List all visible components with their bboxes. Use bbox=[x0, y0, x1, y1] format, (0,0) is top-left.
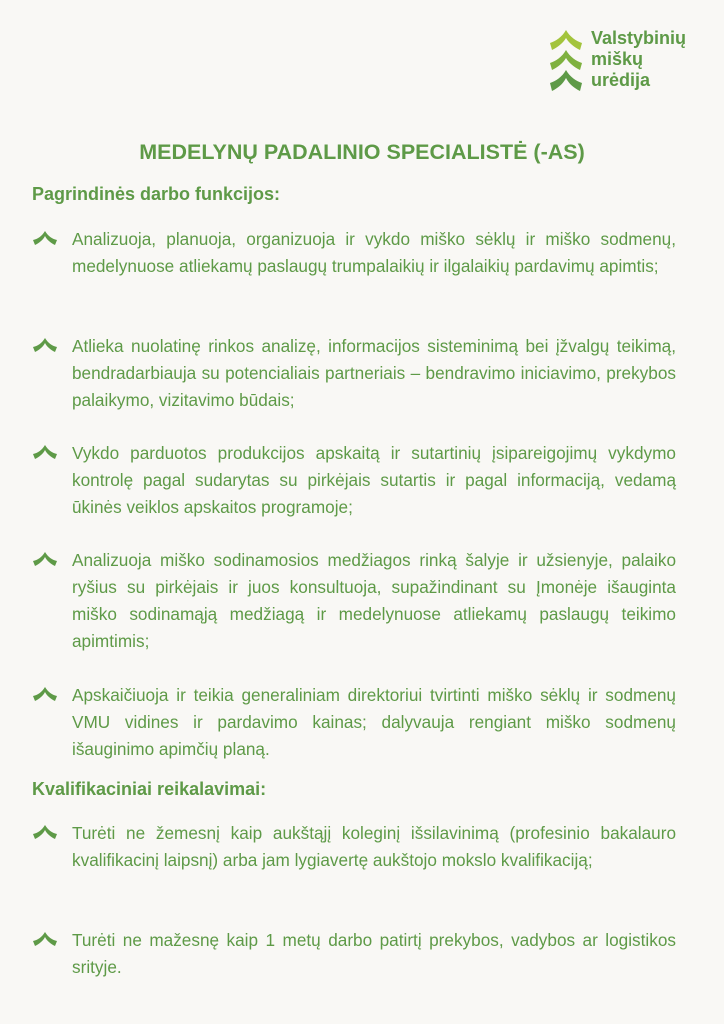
page-title: MEDELYNŲ PADALINIO SPECIALISTĖ (-AS) bbox=[139, 140, 585, 164]
tree-logo-icon bbox=[549, 30, 583, 94]
list-item-text: Turėti ne mažesnę kaip 1 metų darbo patirtį prekybos, vadybos ar logistikos srityje. bbox=[72, 930, 676, 977]
logo-line-2: miškų bbox=[591, 49, 644, 69]
company-logo bbox=[549, 28, 709, 94]
list-item bbox=[33, 440, 676, 521]
list-item bbox=[33, 547, 676, 655]
list-item-text: Atlieka nuolatinę rinkos analizę, informacijos sisteminimą bei įžvalgų teikimą, bendradarbiauja su potencialiais partneriais – bendravimo iniciavimo, prekybos palaikymo, vizitavimo būdais; bbox=[72, 336, 676, 410]
list-item-text: Vykdo parduotos produkcijos apskaitą ir sutartinių įsipareigojimų vykdymo kontrolę pagal sudarytas su pirkėjais sutartis ir pagal informaciją, vedamą ūkinės veiklos apskaitos programoje; bbox=[72, 443, 676, 517]
tree-chevron-icon bbox=[33, 552, 57, 566]
tree-chevron-icon bbox=[33, 231, 57, 245]
list-item-text: Apskaičiuoja ir teikia generaliniam direktoriui tvirtinti miško sėklų ir sodmenų VMU vidines ir pardavimo kainas; dalyvauja rengiant miško sodmenų išauginimo apimčių planą. bbox=[72, 685, 676, 759]
tree-chevron-icon bbox=[33, 825, 57, 839]
tree-chevron-icon bbox=[33, 338, 57, 352]
tree-chevron-icon bbox=[33, 932, 57, 946]
list-item bbox=[33, 333, 676, 414]
logo-line-1: Valstybinių bbox=[591, 28, 687, 48]
list-item-text: Analizuoja miško sodinamosios medžiagos rinką šalyje ir užsienyje, palaiko ryšius su pirkėjais ir juos konsultuoja, supažindinant su Įmonėje išauginta miško sodinamąją medžiagą ir medelynuose atliekamų paslaugų teikimo apimtimis; bbox=[72, 550, 676, 651]
list-item-text: Turėti ne žemesnį kaip aukštąjį koleginį išsilavinimą (profesinio bakalauro kvalifikacinį laipsnį) arba jam lygiavertę aukštojo mokslo kvalifikaciją; bbox=[72, 823, 676, 870]
tree-chevron-icon bbox=[33, 445, 57, 459]
logo-line-3: urėdija bbox=[591, 70, 651, 90]
list-item bbox=[33, 927, 676, 981]
list-item bbox=[33, 226, 676, 280]
list-item-text: Analizuoja, planuoja, organizuoja ir vykdo miško sėklų ir miško sodmenų, medelynuose atliekamų paslaugų trumpalaikių ir ilgalaikių pardavimų apimtis; bbox=[72, 229, 676, 276]
list-item bbox=[33, 682, 676, 763]
tree-chevron-icon bbox=[33, 687, 57, 701]
section-heading-requirements: Kvalifikaciniai reikalavimai: bbox=[32, 779, 267, 799]
section-heading-functions: Pagrindinės darbo funkcijos: bbox=[32, 184, 281, 204]
list-item bbox=[33, 820, 676, 874]
logo-wordmark bbox=[591, 28, 686, 91]
